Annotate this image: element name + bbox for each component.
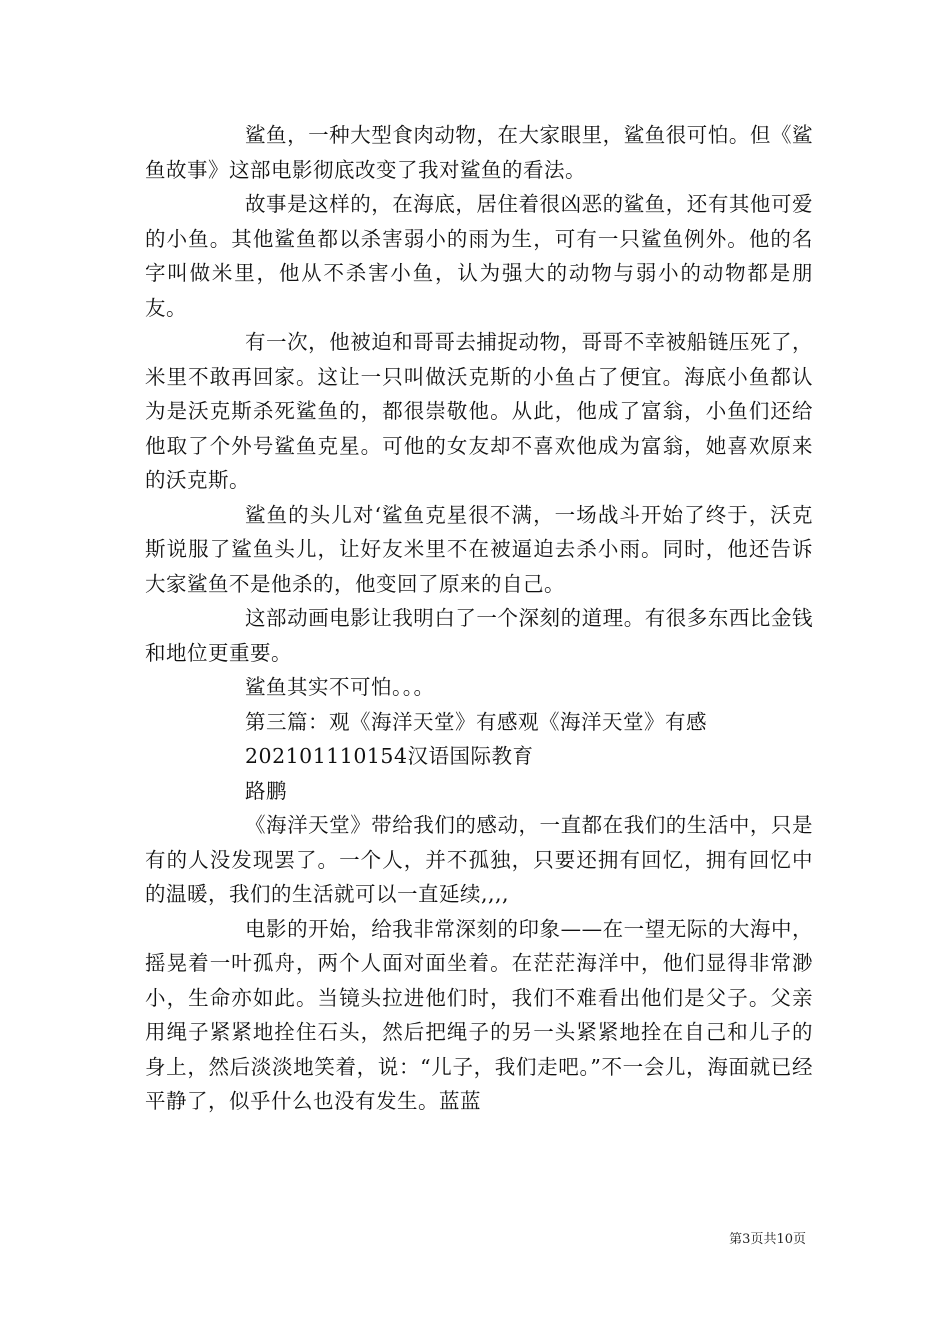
paragraph-brother-died: 有一次，他被迫和哥哥去捕捉动物，哥哥不幸被船链压死了，米里不敢再回家。这让一只叫做沃克斯的小鱼占了便宜。海底小鱼都认为是沃克斯杀死鲨鱼的，都很崇敬他。从此，他成了富翁，小鱼们还给他取了个外号鲨鱼克星。可他的女友却不喜欢他成为富翁，她喜欢原来的沃克斯。 <box>145 330 813 492</box>
paragraph-not-scary: 鲨鱼其实不可怕。。。 <box>245 675 435 699</box>
student-id-major: 202101110154汉语国际教育 <box>245 744 534 768</box>
section-heading-third: 第三篇：观《海洋天堂》有感观《海洋天堂》有感 <box>245 709 707 734</box>
paragraph-ocean-heaven-intro: 《海洋天堂》带给我们的感动，一直都在我们的生活中，只是有的人没发现罢了。一个人，并不孤独，只要还拥有回忆，拥有回忆中的温暖，我们的生活就可以一直延续,,,, <box>145 813 813 906</box>
paragraph-lesson: 这部动画电影让我明白了一个深刻的道理。有很多东西比金钱和地位更重要。 <box>145 606 813 665</box>
page-number-footer: 第3页共10页 <box>729 1232 806 1247</box>
paragraph-battle: 鲨鱼的头儿对‘鲨鱼克星很不满，一场战斗开始了终于，沃克斯说服了鲨鱼头儿，让好友米里不在被逼迫去杀小雨。同时，他还告诉大家鲨鱼不是他杀的，他变回了原来的自己。 <box>145 502 813 596</box>
paragraph-shark-intro: 鲨鱼，一种大型食肉动物，在大家眼里，鲨鱼很可怕。但《鲨鱼故事》这部电影彻底改变了我对鲨鱼的看法。 <box>145 123 813 182</box>
paragraph-film-opening: 电影的开始，给我非常深刻的印象——在一望无际的大海中，摇晃着一叶孤舟，两个人面对面坐着。在茫茫海洋中，他们显得非常渺小，生命亦如此。当镜头拉进他们时，我们不难看出他们是父子。父亲用绳子紧紧地拴住石头，然后把绳子的另一头紧紧地拴在自己和儿子的身上，然后淡淡地笑着，说：“儿子，我们走吧。”不一会儿，海面就已经平静了，似乎什么也没有发生。蓝蓝 <box>145 916 813 1113</box>
document-body <box>145 118 813 1119</box>
paragraph-story-setup: 故事是这样的，在海底，居住着很凶恶的鲨鱼，还有其他可爱的小鱼。其他鲨鱼都以杀害弱小的雨为生，可有一只鲨鱼例外。他的名字叫做米里，他从不杀害小鱼，认为强大的动物与弱小的动物都是朋友。 <box>145 192 813 320</box>
author-name: 路鹏 <box>245 778 287 803</box>
